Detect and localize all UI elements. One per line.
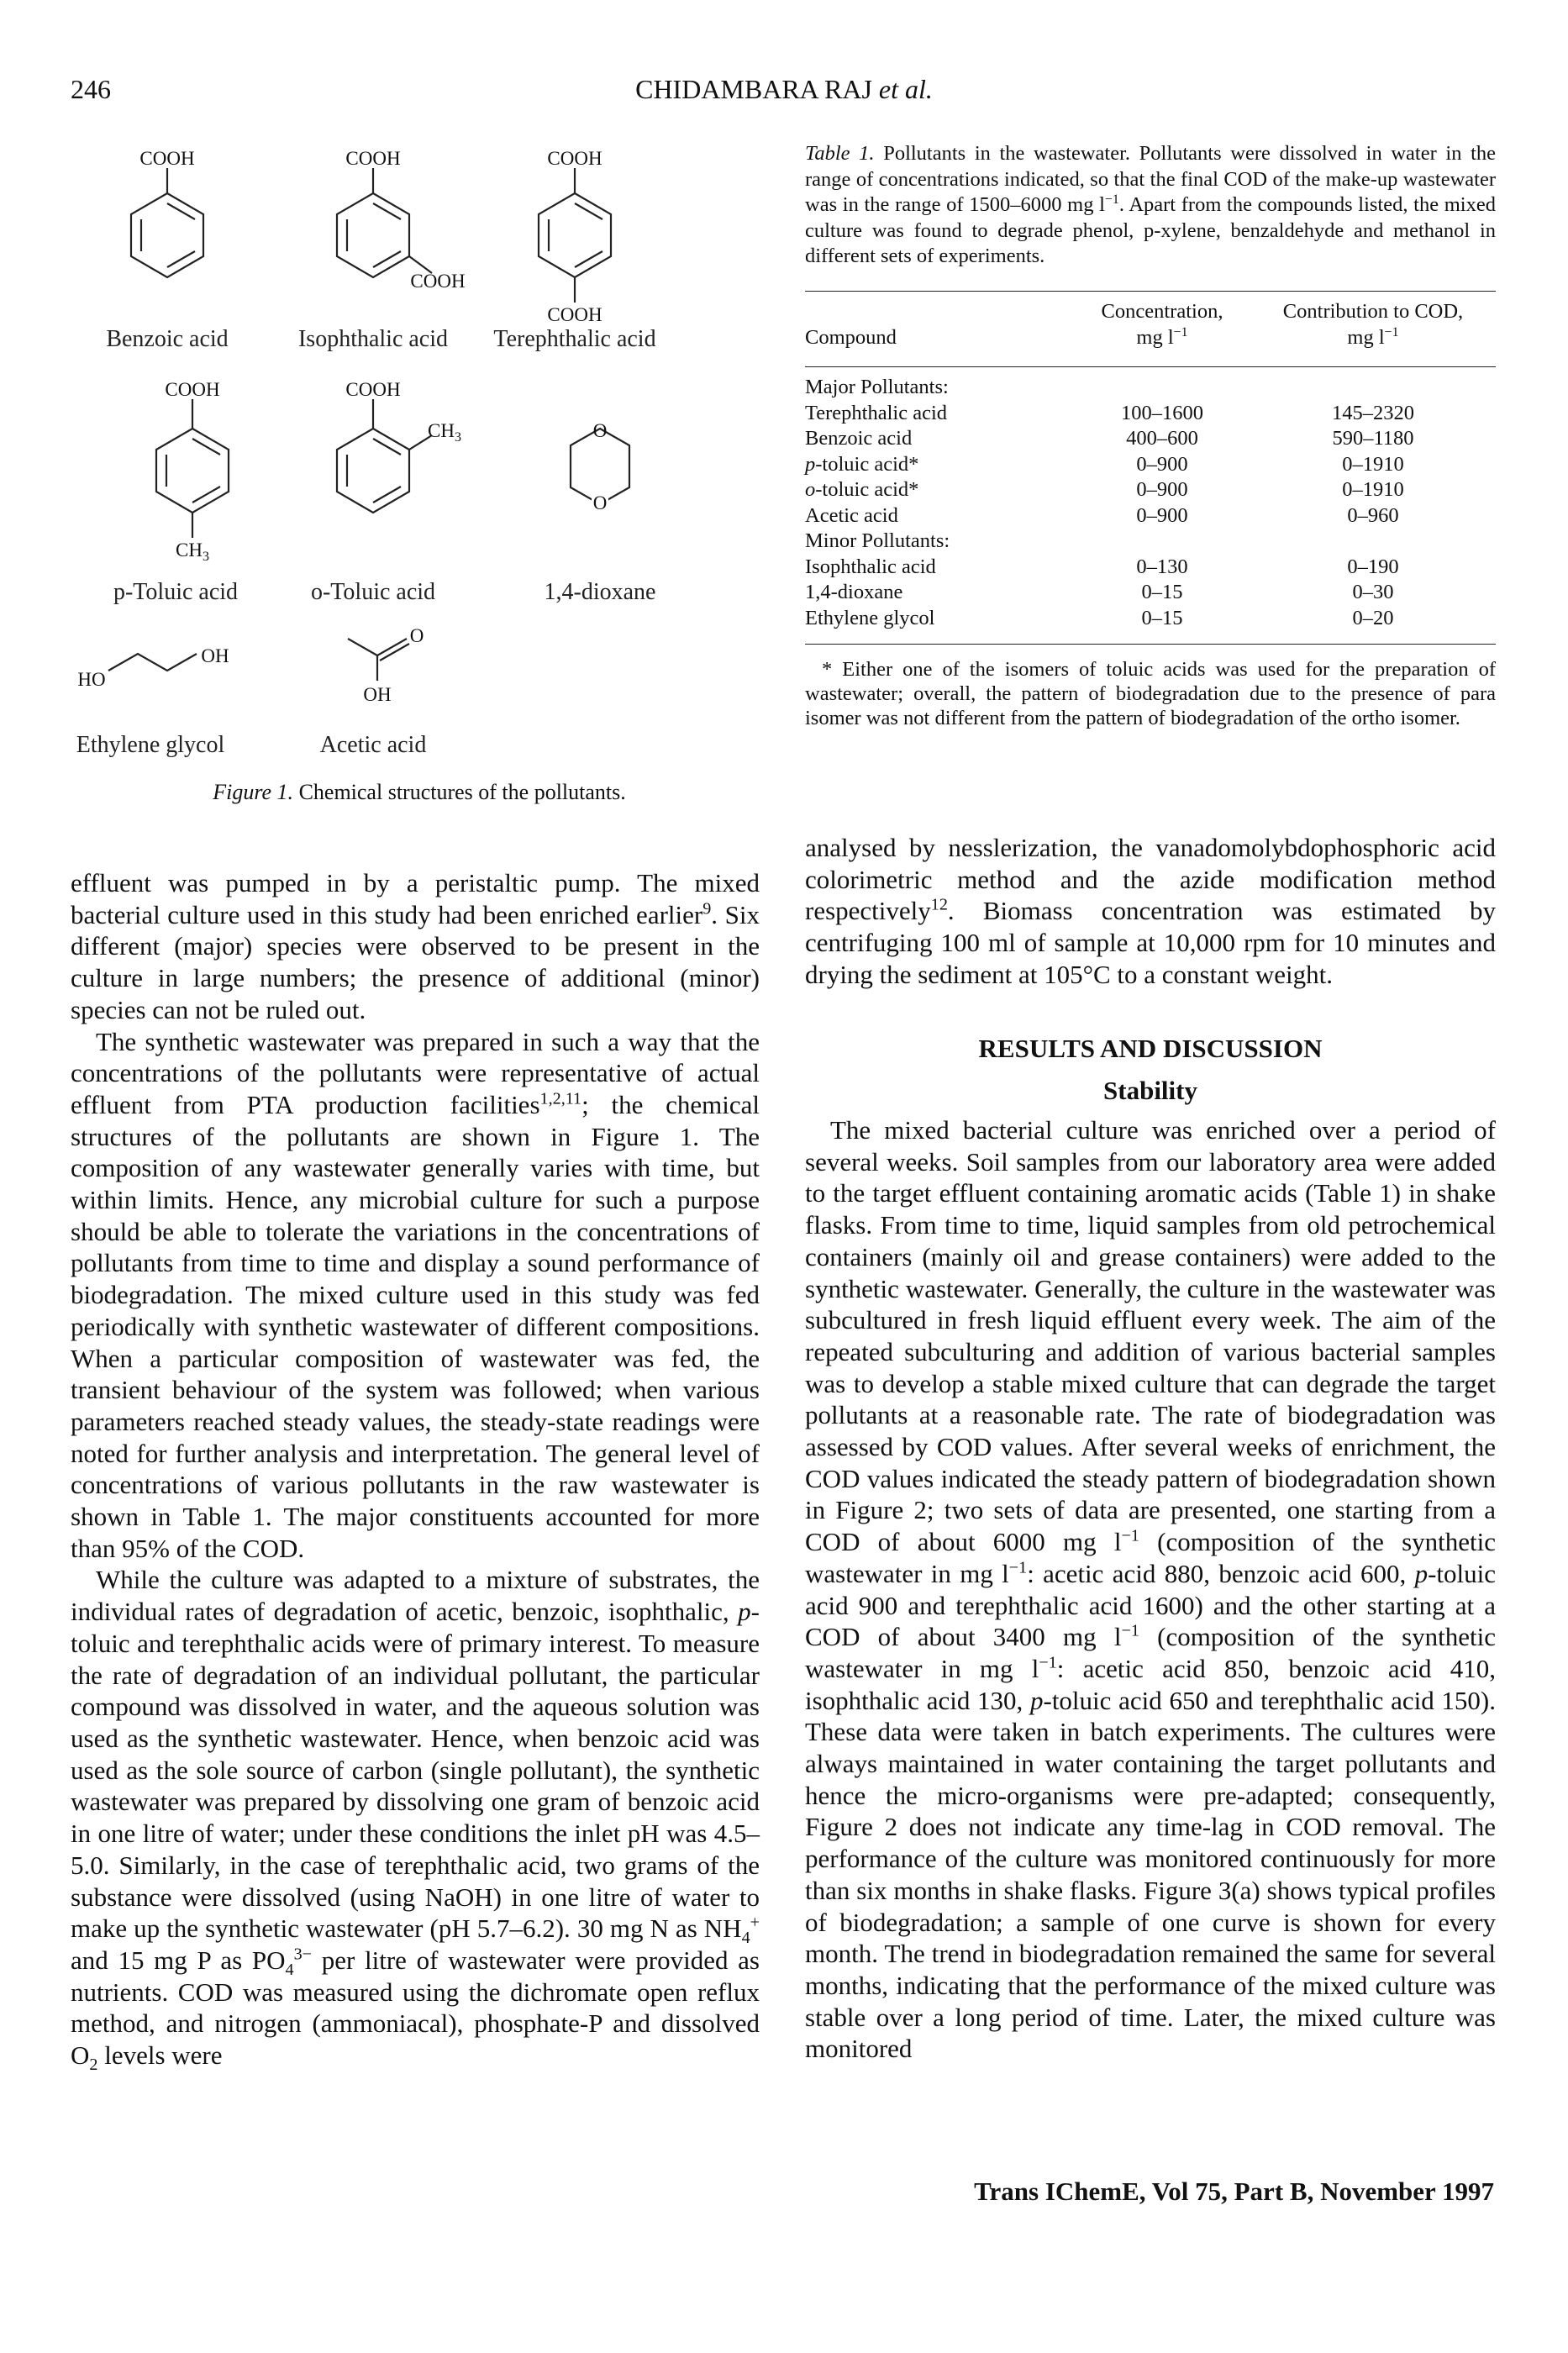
paragraph <box>71 867 760 1026</box>
text: -toluic and terephthalic acids were of primary interest. To measure the rate of degradation of an individual pollutant, the particular compound was dissolved in water, and the aqueous solution was used as the synthetic wastewater. Hence, when benzoic acid was used as the sole source of carbon (single pollutant), the synthetic wastewater was prepared by dissolving one gram of benzoic acid in one litre of water; under these conditions the inlet pH was 4.5–5.0. Similarly, in the case of terephthalic acid, two grams of the substance were dissolved (using NaOH) in one litre of water to make up the synthetic wastewater (pH 5.7–6.2). 30 mg N as NH <box>71 1597 760 1944</box>
sub: 4 <box>285 1961 294 1980</box>
sup: −1 <box>1384 324 1399 340</box>
ethylene-glycol-chain <box>108 654 197 671</box>
text: The synthetic wastewater was prepared in such a way that the concentrations of the pollutants were representative of actual effluent from PTA production facilities <box>71 1026 760 1119</box>
structure-label: Ethylene glycol <box>76 732 225 758</box>
svg-text:OH: OH <box>201 645 229 666</box>
cell: 400–600 <box>1126 427 1198 450</box>
italic: p <box>738 1597 751 1627</box>
structure-label: o-Toluic acid <box>310 579 436 605</box>
sup: 9 <box>702 899 712 919</box>
sup: −1 <box>1121 1526 1139 1545</box>
sup: −1 <box>1039 1653 1057 1672</box>
structure-label: Isophthalic acid <box>297 326 449 352</box>
cell: Benzoic acid <box>805 427 913 450</box>
journal-footer: Trans IChemE, Vol 75, Part B, November 1997 <box>974 2177 1494 2206</box>
cell: Acetic acid <box>805 503 898 527</box>
svg-text:O: O <box>592 420 608 441</box>
page-number: 246 <box>71 74 111 104</box>
text: : acetic acid 850, benzoic acid 410, isophthalic acid 130, <box>805 1653 1497 1715</box>
table-caption-rest: . Apart from the compounds listed, the mixed culture was found to degrade phenol, p-xylene, benzaldehyde and methanol in different sets of experiments. <box>805 193 1496 267</box>
text: While the culture was adapted to a mixture of substrates, the individual rates of degradation of acetic, benzoic, isophthalic, <box>71 1565 760 1627</box>
cell-text: -toluic acid* <box>815 478 919 501</box>
cell: 100–1600 <box>1121 401 1203 424</box>
cell: Minor Pollutants: <box>805 529 950 552</box>
running-title <box>0 74 1568 105</box>
figure-label: Figure 1. <box>213 780 294 804</box>
svg-text:COOH: COOH <box>165 379 220 400</box>
cell: 0–1910 <box>1342 478 1404 501</box>
table-footnote: * Either one of the isomers of toluic acids was used for the preparation of wastewater; overall, the pattern of biodegradation due to the presence of para isomer was not different from the pattern of biodegradation of the ortho isomer. <box>805 658 1496 729</box>
chemical-structures-diagram <box>71 134 768 807</box>
cell: 145–2320 <box>1332 401 1414 424</box>
table-caption <box>805 141 1496 270</box>
text: : acetic acid 880, benzoic acid 600, <box>1027 1558 1415 1588</box>
cell-text: -toluic acid* <box>815 452 919 476</box>
svg-text:CH3: $CH_3$ <box>176 540 209 564</box>
text: . Six different (major) species were observed to be present in the culture in large numbers; the presence of additional (minor) species can not be ruled out. <box>71 899 760 1024</box>
conc-line2: mg l <box>1136 325 1174 349</box>
figure-caption <box>71 780 768 805</box>
col-header-concentration <box>1074 299 1250 350</box>
col-header-compound: Compound <box>805 325 897 349</box>
text: ; the chemical structures of the pollutants are shown in Figure 1. The composition of any wastewater generally varies with time, but within limits. Hence, any microbial culture for such a purpose should be able to tolerate the variations in the concentrations of pollutants from time to time and display a sound performance of biodegradation. The mixed culture used in this study was fed periodically with synthetic wastewater of different compositions. When a particular composition of wastewater was fed, the transient behaviour of the system was followed; when various parameters reached steady values, the steady-state readings were noted for further analysis and interpretation. The general level of concentrations of various pollutants in the raw wastewater is shown in Table 1. The major constituents accounted for more than 95% of the COD. <box>71 1089 760 1563</box>
svg-text:O: O <box>409 625 424 646</box>
cell: 0–15 <box>1141 581 1183 603</box>
cell: 1,4-dioxane <box>805 581 903 603</box>
svg-text:COOH: COOH <box>345 148 401 169</box>
table-header-rule <box>805 366 1496 367</box>
text: . Biomass concentration was estimated by centrifuging 100 ml of sample at 10,000 rpm for 10 minutes and drying the sediment at 105°C to a constant weight. <box>805 896 1496 989</box>
table-body <box>805 375 1496 631</box>
svg-text:COOH: COOH <box>345 379 401 400</box>
text: and 15 mg P as PO <box>71 1945 286 1975</box>
cell: 0–20 <box>1352 606 1394 629</box>
italic: p <box>1414 1558 1429 1588</box>
subsection-heading: Stability <box>1103 1076 1197 1105</box>
sub: 4 <box>741 1929 750 1948</box>
svg-text:HO: HO <box>77 669 106 690</box>
cell: 0–130 <box>1136 555 1188 578</box>
svg-text:COOH: COOH <box>410 271 466 292</box>
cell <box>1250 375 1496 401</box>
text: (composition of the synthetic wastewater in mg l <box>805 1622 1496 1683</box>
sup: 1,2,11 <box>539 1089 582 1108</box>
sup: −1 <box>1104 192 1119 207</box>
paragraph <box>805 832 1496 991</box>
contrib-line2: mg l <box>1347 325 1385 349</box>
cell <box>1074 375 1250 401</box>
right-column-body <box>805 1114 1496 2065</box>
sup: −1 <box>1008 1558 1028 1577</box>
sup: −1 <box>1121 1621 1139 1640</box>
paragraph <box>71 1564 760 2075</box>
table-bottom-rule <box>805 644 1496 645</box>
table-row <box>805 401 1496 427</box>
table-row <box>805 606 1496 632</box>
cell: Major Pollutants: <box>805 376 949 398</box>
italic: p <box>1030 1685 1044 1715</box>
structure-label: p-Toluic acid <box>113 579 239 605</box>
cell: Isophthalic acid <box>805 555 936 578</box>
running-title-authors: CHIDAMBARA RAJ <box>635 74 872 104</box>
sup: + <box>750 1913 760 1932</box>
svg-text:O: O <box>592 492 608 513</box>
structure-label: Benzoic acid <box>106 326 229 352</box>
sub: 2 <box>89 2056 98 2075</box>
sup: 12 <box>930 896 948 915</box>
table-top-rule <box>805 291 1496 292</box>
table-row <box>805 375 1496 401</box>
cell: 0–15 <box>1141 606 1183 629</box>
col-header-contribution <box>1250 299 1496 350</box>
text: -toluic acid 650 and terephthalic acid 150). These data were taken in batch experiments. The cultures were always maintained in water containing the target pollutants and hence the micro-organisms were pre-adapted; consequently, Figure 2 does not indicate any time-lag in COD removal. The performance of the culture was monitored continuously for more than six months in shake flasks. Figure 3(a) shows typical profiles of biodegradation; a sample of one curve is shown for every month. The trend in biodegradation remained the same for several months, indicating that the performance of the mixed culture was stable over a long period of time. Later, the mixed culture was monitored <box>805 1685 1496 2064</box>
cell: Ethylene glycol <box>805 606 935 629</box>
table-row <box>805 580 1496 606</box>
section-heading: RESULTS AND DISCUSSION <box>978 1034 1323 1063</box>
table-row <box>805 477 1496 503</box>
right-column-top <box>805 832 1496 991</box>
text: per litre of wastewater were provided as nutrients. COD was measured using the dichromate open reflux method, and nitrogen (ammoniacal), phosphate-P and dissolved O <box>71 1945 760 2071</box>
svg-text:CH3: $CH_3$ <box>428 420 461 445</box>
contrib-line1: Contribution to COD, <box>1282 300 1464 323</box>
cell <box>1074 529 1250 555</box>
cell <box>805 477 1074 503</box>
text: effluent was pumped in by a peristaltic pump. The mixed bacterial culture used in this study had been enriched earlier <box>71 868 760 929</box>
figure-chemical-structures <box>71 134 768 807</box>
cell <box>805 452 1074 478</box>
sup: −1 <box>1173 324 1188 340</box>
table-header <box>805 299 1496 350</box>
paragraph <box>805 1114 1496 2065</box>
text: The mixed bacterial culture was enriched over a period of several weeks. Soil samples from our laboratory area were added to the target effluent containing aromatic acids (Table 1) in shake flasks. From time to time, liquid samples from old petrochemical containers (mainly oil and grease containers) were added to the synthetic wastewater. Generally, the culture in the wastewater was subcultured in fresh liquid effluent every week. The aim of the repeated subculturing and addition of various bacterial samples was to develop a stable mixed culture that can degrade the target pollutants at a reasonable rate. The rate of biodegradation was assessed by COD values. After several weeks of enrichment, the COD values indicated the steady pattern of biodegradation shown in Figure 2; two sets of data are presented, one starting from a COD of about 6000 mg l <box>805 1115 1496 1557</box>
cell: 0–960 <box>1347 503 1399 527</box>
cell <box>1250 529 1496 555</box>
structure-label: Acetic acid <box>319 732 427 758</box>
text: (composition of the synthetic wastewater in mg l <box>805 1527 1496 1588</box>
text: analysed by nesslerization, the vanadomolybdophosphoric acid colorimetric method and the azide modification method respectively <box>805 833 1496 926</box>
figure-caption-text: Chemical structures of the pollutants. <box>298 780 626 804</box>
table-row <box>805 503 1496 529</box>
cell: 0–900 <box>1136 452 1188 476</box>
table-row <box>805 529 1496 555</box>
text: -toluic acid 900 and terephthalic acid 1600) and the other starting at a COD of about 3400 mg l <box>805 1558 1497 1652</box>
svg-text:COOH: COOH <box>547 148 602 169</box>
left-column <box>71 867 760 2075</box>
cell: 0–900 <box>1136 503 1188 527</box>
running-title-etal: et al. <box>878 74 933 104</box>
table-row <box>805 426 1496 452</box>
svg-text:COOH: COOH <box>139 148 195 169</box>
conc-line1: Concentration, <box>1101 300 1223 323</box>
table-label: Table 1. <box>805 142 875 165</box>
cell: 0–1910 <box>1342 452 1404 476</box>
table-caption-text: Pollutants in the wastewater. Pollutants were dissolved in water in the range of concentrations indicated, so that the final COD of the make-up wastewater was in the range of 1500–6000 mg l <box>805 142 1496 216</box>
sup: 3− <box>293 1945 312 1964</box>
cell: 0–190 <box>1347 555 1399 578</box>
table-row <box>805 555 1496 581</box>
cell: Terephthalic acid <box>805 401 948 424</box>
cell: 0–900 <box>1136 478 1188 501</box>
table-row <box>805 452 1496 478</box>
structure-label: 1,4-dioxane <box>544 579 656 605</box>
structure-label: Terephthalic acid <box>493 326 656 352</box>
text: levels were <box>97 2040 223 2071</box>
cell: 0–30 <box>1352 581 1394 603</box>
svg-text:COOH: COOH <box>547 304 602 325</box>
svg-text:OH: OH <box>363 684 392 705</box>
paragraph <box>71 1026 760 1565</box>
cell: 590–1180 <box>1332 427 1414 450</box>
italic: o <box>805 478 816 501</box>
italic: p <box>805 452 816 476</box>
